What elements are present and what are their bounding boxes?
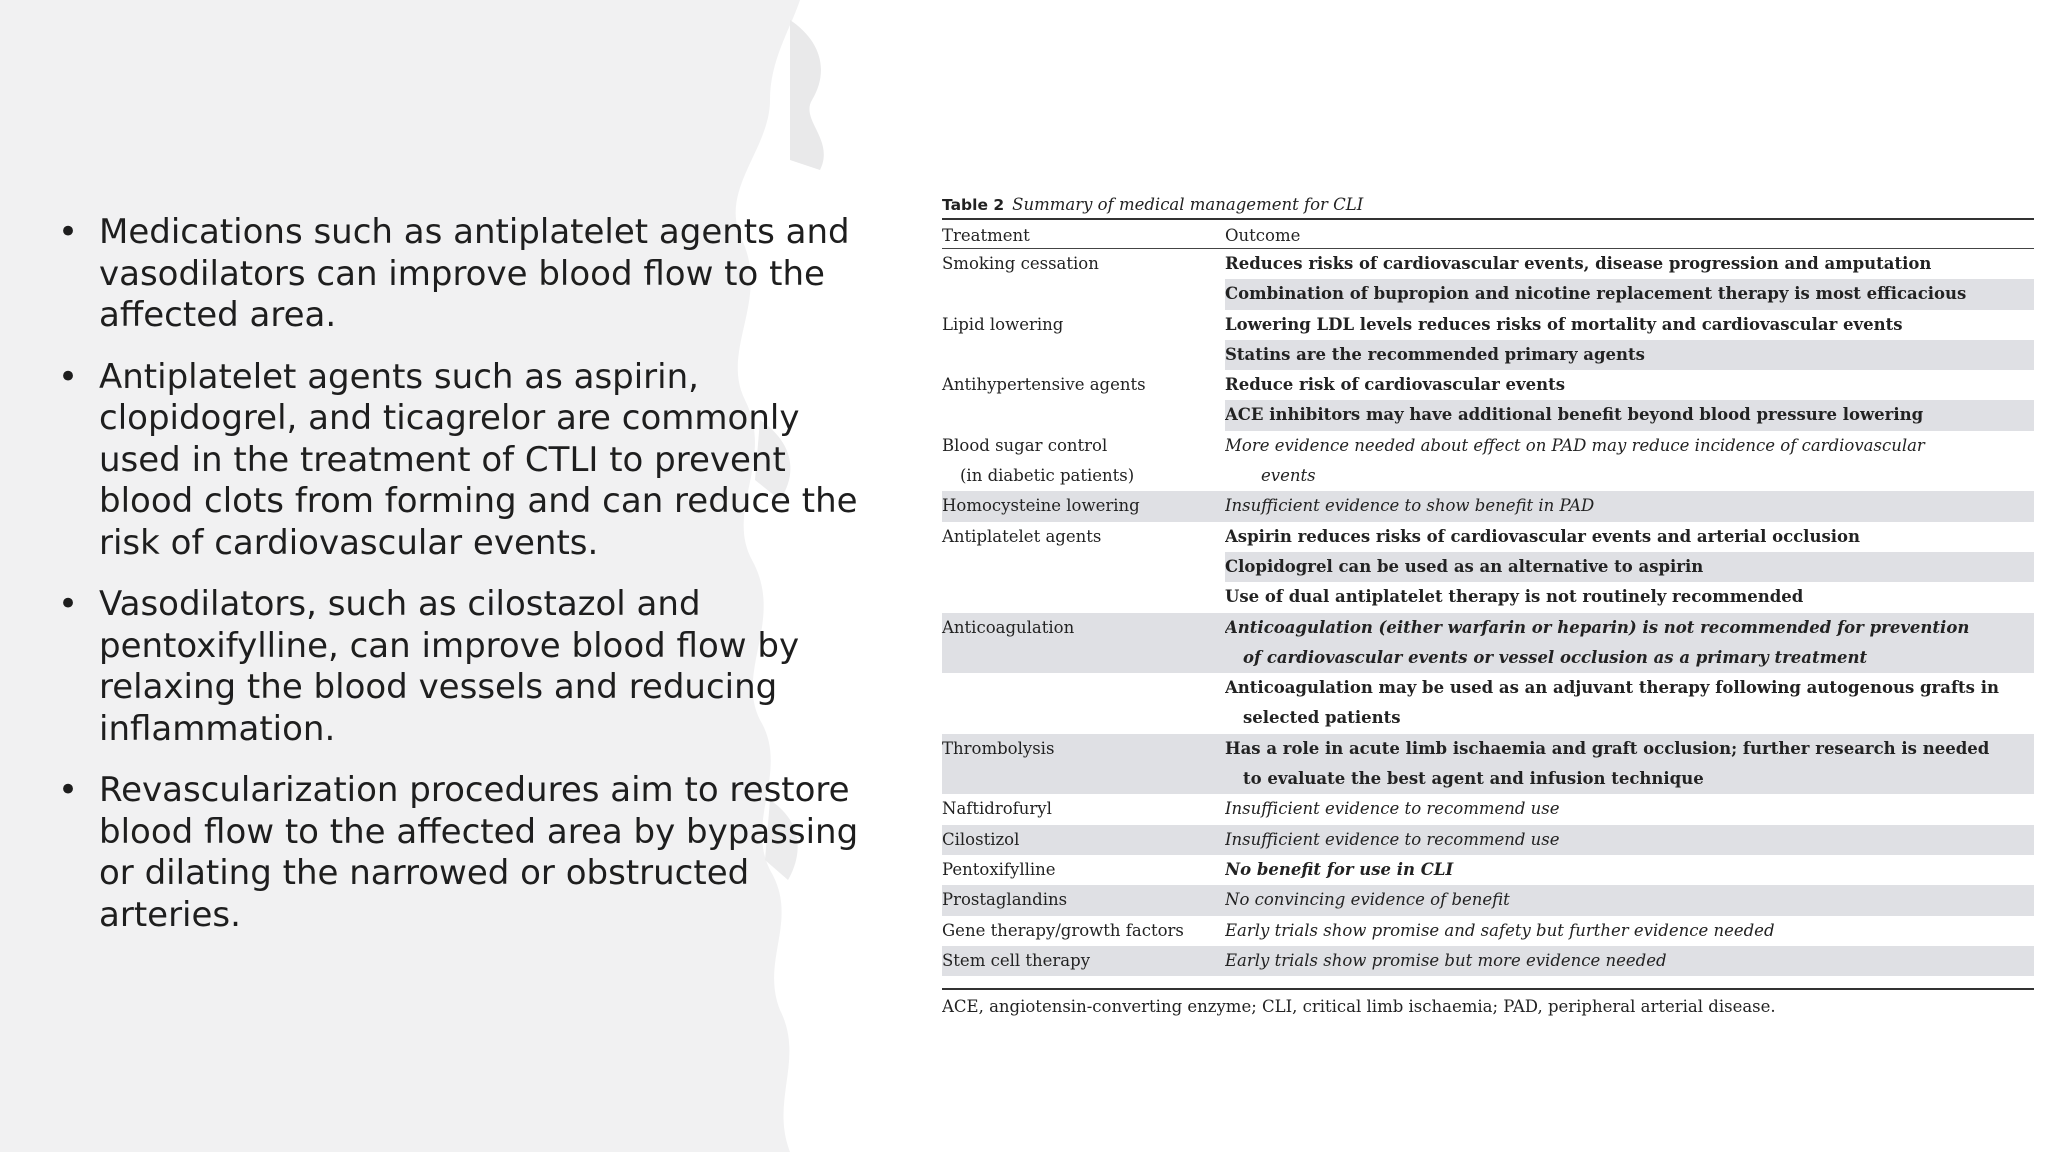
table-row bbox=[942, 764, 2034, 794]
bullet-list bbox=[58, 212, 888, 956]
table-row bbox=[942, 916, 2034, 946]
cell-treatment: Naftidrofuryl bbox=[942, 799, 1052, 819]
table-row bbox=[942, 279, 2034, 309]
cell-treatment bbox=[942, 673, 1225, 703]
table-row bbox=[942, 431, 2034, 461]
cell-treatment: Thrombolysis bbox=[942, 738, 1055, 758]
cell-outcome: Statins are the recommended primary agents bbox=[1225, 340, 2034, 370]
cropped-text-edge bbox=[942, 1018, 2034, 1027]
table-row bbox=[942, 613, 2034, 643]
cell-treatment bbox=[942, 340, 1225, 370]
cell-outcome: More evidence needed about effect on PAD may reduce incidence of cardiovascular bbox=[1225, 435, 1925, 455]
cell-outcome: to evaluate the best agent and infusion technique bbox=[1225, 764, 2034, 794]
cell-outcome: Clopidogrel can be used as an alternative to aspirin bbox=[1225, 552, 2034, 582]
table-row bbox=[942, 582, 2034, 612]
cell-outcome: selected patients bbox=[1243, 708, 1401, 728]
cell-outcome: Anticoagulation (either warfarin or heparin) is not recommended for prevention bbox=[1225, 613, 2034, 643]
table-row bbox=[942, 552, 2034, 582]
cell-treatment: (in diabetic patients) bbox=[960, 466, 1135, 486]
cell-outcome: Insufficient evidence to show benefit in PAD bbox=[1225, 491, 2034, 521]
table-header bbox=[942, 220, 2034, 248]
cell-treatment: Prostaglandins bbox=[942, 890, 1068, 910]
cell-outcome: events bbox=[1261, 466, 1316, 486]
table-image bbox=[942, 192, 2034, 1027]
cell-outcome: of cardiovascular events or vessel occlusion as a primary treatment bbox=[1225, 643, 2034, 673]
cell-treatment: Gene therapy/growth factors bbox=[942, 920, 1184, 940]
table-row bbox=[942, 946, 2034, 976]
table-row bbox=[942, 703, 2034, 733]
bullet-item: • Antiplatelet agents such as aspirin, clopidogrel, and ticagrelor are commonly used in the treatment of CTLI to prevent blood clots from forming and can reduce the risk of cardiovascular events. bbox=[58, 357, 888, 565]
cell-outcome: Early trials show promise and safety but further evidence needed bbox=[1225, 920, 1775, 940]
header-treatment: Treatment bbox=[942, 226, 1030, 245]
cell-treatment bbox=[942, 552, 1225, 582]
cell-outcome: No benefit for use in CLI bbox=[1225, 859, 1454, 879]
cell-outcome: Insufficient evidence to recommend use bbox=[1225, 825, 2034, 855]
cell-treatment: Smoking cessation bbox=[942, 254, 1099, 273]
cell-outcome: Use of dual antiplatelet therapy is not routinely recommended bbox=[1225, 587, 1804, 607]
table-row bbox=[942, 855, 2034, 885]
table-row bbox=[942, 400, 2034, 430]
table-row bbox=[942, 673, 2034, 703]
cell-treatment: Antihypertensive agents bbox=[942, 375, 1146, 395]
bullet-item: • Medications such as antiplatelet agents and vasodilators can improve blood flow to the affected area. bbox=[58, 212, 888, 337]
cell-outcome: Lowering LDL levels reduces risks of mortality and cardiovascular events bbox=[1225, 314, 1903, 334]
table-row bbox=[942, 825, 2034, 855]
cell-outcome: Anticoagulation may be used as an adjuvant therapy following autogenous grafts in bbox=[1225, 678, 1999, 698]
cell-outcome: Aspirin reduces risks of cardiovascular events and arterial occlusion bbox=[1225, 526, 1861, 546]
cell-outcome: Has a role in acute limb ischaemia and graft occlusion; further research is needed bbox=[1225, 734, 2034, 764]
cell-outcome: Combination of bupropion and nicotine replacement therapy is most efficacious bbox=[1225, 279, 2034, 309]
cell-treatment: Lipid lowering bbox=[942, 314, 1064, 334]
cell-outcome: Insufficient evidence to recommend use bbox=[1225, 799, 1560, 819]
cell-treatment bbox=[942, 643, 1225, 673]
bullet-item: • Vasodilators, such as cilostazol and pentoxifylline, can improve blood flow by relaxing the blood vessels and reducing inflammation. bbox=[58, 584, 888, 750]
table-row bbox=[942, 491, 2034, 521]
cell-outcome: No convincing evidence of benefit bbox=[1225, 885, 2034, 915]
cell-outcome: ACE inhibitors may have additional benefit beyond blood pressure lowering bbox=[1225, 400, 2034, 430]
cell-outcome: Reduces risks of cardiovascular events, disease progression and amputation bbox=[1225, 254, 1932, 273]
table-row bbox=[942, 340, 2034, 370]
cell-treatment: Cilostizol bbox=[942, 829, 1020, 849]
table-row bbox=[942, 310, 2034, 340]
cell-treatment bbox=[942, 764, 1225, 794]
table-row bbox=[942, 885, 2034, 915]
table-label: Table 2 bbox=[942, 196, 1005, 214]
table-row bbox=[942, 643, 2034, 673]
cell-treatment: Homocysteine lowering bbox=[942, 496, 1140, 516]
bullet-item: • Revascularization procedures aim to restore blood flow to the affected area by bypassing or dilating the narrowed or obstructed arteries. bbox=[58, 770, 888, 936]
cell-treatment bbox=[942, 400, 1225, 430]
cell-outcome: Early trials show promise but more evidence needed bbox=[1225, 946, 2034, 976]
table-row bbox=[942, 734, 2034, 764]
header-outcome: Outcome bbox=[1225, 226, 1301, 245]
cell-treatment: Antiplatelet agents bbox=[942, 526, 1102, 546]
table-row bbox=[942, 461, 2034, 491]
cell-treatment: Pentoxifylline bbox=[942, 859, 1056, 879]
table-row bbox=[942, 794, 2034, 824]
table-caption bbox=[942, 192, 2034, 218]
cell-treatment: Blood sugar control bbox=[942, 435, 1108, 455]
table-row bbox=[942, 522, 2034, 552]
table-row bbox=[942, 249, 2034, 279]
table-caption-text: Summary of medical management for CLI bbox=[1012, 195, 1364, 214]
table-row bbox=[942, 370, 2034, 400]
cell-treatment: Anticoagulation bbox=[942, 617, 1075, 637]
table-footnote: ACE, angiotensin-converting enzyme; CLI, critical limb ischaemia; PAD, peripheral arterial disease. bbox=[942, 988, 2034, 1018]
cell-outcome: Reduce risk of cardiovascular events bbox=[1225, 375, 1566, 395]
cell-treatment bbox=[942, 279, 1225, 309]
cell-treatment bbox=[942, 703, 1225, 733]
cell-treatment bbox=[942, 582, 1225, 612]
cell-treatment: Stem cell therapy bbox=[942, 950, 1091, 970]
